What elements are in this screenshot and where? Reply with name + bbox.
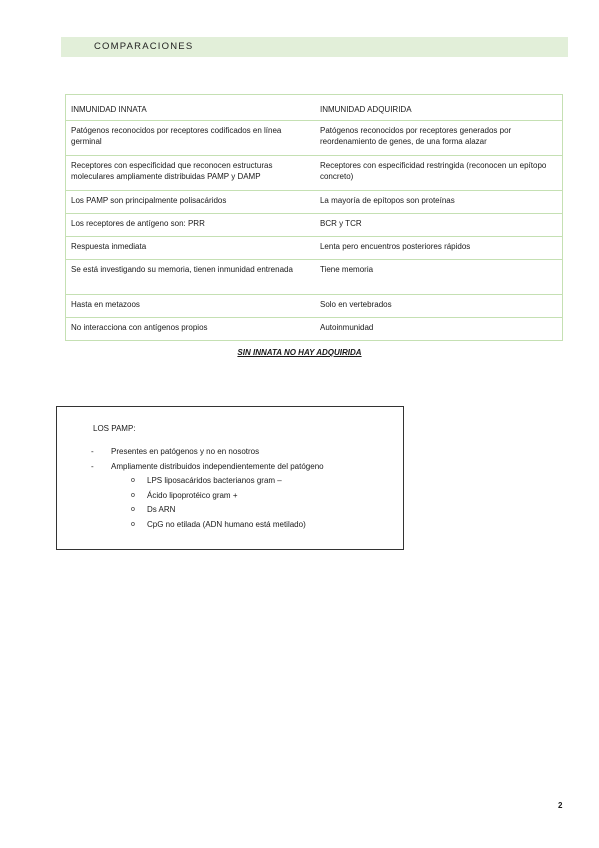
column-header: INMUNIDAD ADQUIRIDA (315, 95, 563, 121)
table-row (66, 155, 563, 190)
pamp-box (56, 406, 404, 550)
section-title: COMPARACIONES (94, 41, 194, 52)
table-row (66, 317, 563, 340)
table-cell: Patógenos reconocidos por receptores codificados en línea germinal (66, 120, 315, 155)
circle-bullet-icon: o (131, 491, 135, 499)
sub-list-item-text: CpG no etilada (ADN humano está metilado) (147, 519, 306, 529)
table-row (66, 213, 563, 236)
table-row (66, 294, 563, 317)
table-cell: Lenta pero encuentros posteriores rápidos (315, 236, 563, 259)
circle-bullet-icon: o (131, 506, 135, 513)
table-cell: Respuesta inmediata (66, 236, 315, 259)
comparison-table (65, 94, 563, 341)
table-cell: Receptores con especificidad restringida (reconocen un epítopo concreto) (315, 155, 563, 190)
table-cell: Los PAMP son principalmente polisacáridos (66, 190, 315, 213)
sub-list-item-text: Ds ARN (147, 505, 176, 514)
table-cell: Los receptores de antígeno son: PRR (66, 213, 315, 236)
list-item-text: Ampliamente distribuidos independientemente del patógeno (111, 461, 324, 471)
table-cell: Patógenos reconocidos por receptores generados por reordenamiento de genes, de una forma alazar (315, 120, 563, 155)
sub-list-item-text: LPS liposacáridos bacterianos gram – (147, 476, 282, 485)
table-row (66, 190, 563, 213)
page-number: 2 (558, 801, 563, 810)
column-header: INMUNIDAD INNATA (66, 95, 315, 121)
section-header (61, 37, 568, 57)
pamp-list (91, 445, 324, 532)
sub-list-item (111, 503, 324, 518)
sub-list-item (111, 474, 324, 489)
table-header-row (66, 95, 563, 121)
pamp-title: LOS PAMP: (93, 424, 136, 433)
list-item (91, 445, 324, 460)
table-row (66, 259, 563, 294)
circle-bullet-icon: o (131, 520, 135, 528)
sub-list-item-text: Ácido lipoprotéico gram + (147, 490, 238, 500)
table-cell: No interacciona con antígenos propios (66, 317, 315, 340)
table-cell: Solo en vertebrados (315, 294, 563, 317)
sub-list (111, 474, 324, 532)
table-cell: La mayoría de epítopos son proteínas (315, 190, 563, 213)
dash-bullet-icon: - (91, 447, 94, 456)
dash-bullet-icon: - (91, 461, 94, 471)
sub-list-item (111, 489, 324, 504)
list-item (91, 460, 324, 533)
conclusion-note: SIN INNATA NO HAY ADQUIRIDA (237, 348, 362, 357)
table-cell: Tiene memoria (315, 259, 563, 294)
table-cell: Hasta en metazoos (66, 294, 315, 317)
table-row (66, 120, 563, 155)
list-item-text: Presentes en patógenos y no en nosotros (111, 447, 260, 456)
table-cell: Autoinmunidad (315, 317, 563, 340)
circle-bullet-icon: o (131, 477, 135, 484)
table-cell: Receptores con especificidad que reconocen estructuras moleculares ampliamente distribuidas PAMP y DAMP (66, 155, 315, 190)
table-row (66, 236, 563, 259)
table-cell: BCR y TCR (315, 213, 563, 236)
table-cell: Se está investigando su memoria, tienen inmunidad entrenada (66, 259, 315, 294)
sub-list-item (111, 518, 324, 533)
